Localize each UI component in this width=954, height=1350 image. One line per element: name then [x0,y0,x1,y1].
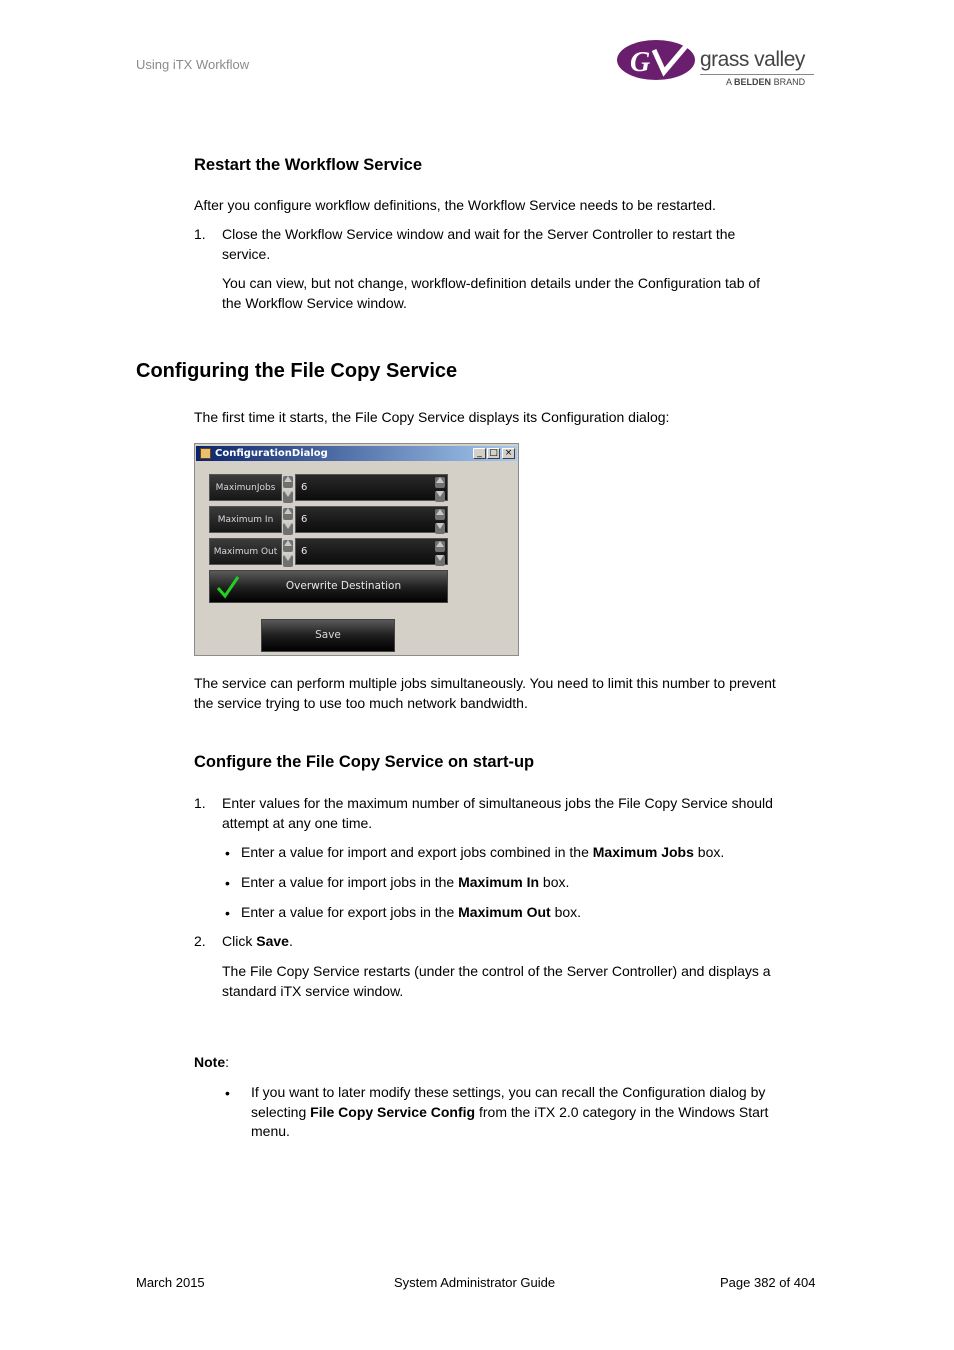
grass-valley-logo [616,38,816,90]
footer-page-number: Page 382 of 404 [720,1275,816,1290]
bullet-icon: • [225,1085,230,1101]
maximize-button[interactable]: □ [487,448,500,459]
bullet-icon: • [225,905,230,921]
maximum-in-stepper-icon[interactable] [435,508,445,531]
maximum-jobs-label: MaximunJobs [209,474,282,501]
restart-step1-text: Close the Workflow Service window and wait for the Server Controller to restart the service. [222,226,736,262]
close-button[interactable]: × [502,448,515,459]
config-after-text: The service can perform multiple jobs simultaneously. You need to limit this number to prevent the service trying to use too much network bandwidth. [194,675,776,711]
maximum-out-label: Maximum Out [209,538,282,565]
logo-subline: A BELDEN BRAND [726,77,806,87]
startup-heading: Configure the File Copy Service on start-up [194,753,535,771]
svg-text:G: G [630,47,651,78]
maximum-jobs-field [209,474,448,501]
overwrite-destination-label: Overwrite Destination [285,580,402,592]
startup-step2-text: Click Save. [222,933,293,949]
startup-restart-text: The File Copy Service restarts (under the control of the Server Controller) and displays a standard iTX service window. [222,963,771,999]
config-intro: The first time it starts, the File Copy Service displays its Configuration dialog: [194,409,670,425]
maximum-out-input[interactable]: 6 [295,538,448,565]
maximum-jobs-spinner-icon[interactable] [283,475,293,500]
dialog-title: ConfigurationDialog [215,448,328,459]
startup-step2-number: 2. [194,933,206,949]
note-text: If you want to later modify these settings, you can recall the Configuration dialog by selecting File Copy Service Config from the iTX 2.0 category in the Windows Start menu. [251,1084,769,1139]
minimize-button[interactable]: _ [473,448,486,459]
maximum-jobs-input[interactable]: 6 [295,474,448,501]
startup-bullet-2: Enter a value for import jobs in the Maximum In box. [241,874,570,890]
maximum-in-field [209,506,448,533]
restart-step1-number: 1. [194,226,206,242]
bullet-icon: • [225,875,230,891]
maximum-in-label: Maximum In [209,506,282,533]
footer-title: System Administrator Guide [394,1275,556,1290]
startup-bullet-3: Enter a value for export jobs in the Maximum Out box. [241,904,582,920]
app-icon [200,448,211,459]
maximum-in-input[interactable]: 6 [295,506,448,533]
maximum-out-stepper-icon[interactable] [435,540,445,563]
maximum-out-field [209,538,448,565]
startup-step1-text: Enter values for the maximum number of simultaneous jobs the File Copy Service should attempt at any one time. [222,795,773,831]
running-header: Using iTX Workflow [136,57,250,72]
startup-step1-number: 1. [194,795,206,811]
bullet-icon: • [225,845,230,861]
restart-heading: Restart the Workflow Service [194,156,423,174]
startup-bullet-1: Enter a value for import and export jobs combined in the Maximum Jobs box. [241,844,725,860]
restart-note: You can view, but not change, workflow-definition details under the Configuration tab of the Workflow Service window. [222,275,761,311]
footer-date: March 2015 [136,1275,205,1290]
maximum-in-spinner-icon[interactable] [283,507,293,532]
config-heading: Configuring the File Copy Service [136,360,458,382]
configuration-dialog [194,443,519,656]
overwrite-destination-toggle[interactable] [209,570,448,603]
logo-divider [700,74,814,75]
logo-wordmark: grass valley [700,48,805,71]
restart-intro: After you configure workflow definitions, the Workflow Service needs to be restarted. [194,197,716,213]
maximum-jobs-stepper-icon[interactable] [435,476,445,499]
note-label: Note: [194,1054,230,1070]
save-button[interactable]: Save [261,619,395,652]
dialog-titlebar [196,446,517,461]
maximum-out-spinner-icon[interactable] [283,539,293,564]
